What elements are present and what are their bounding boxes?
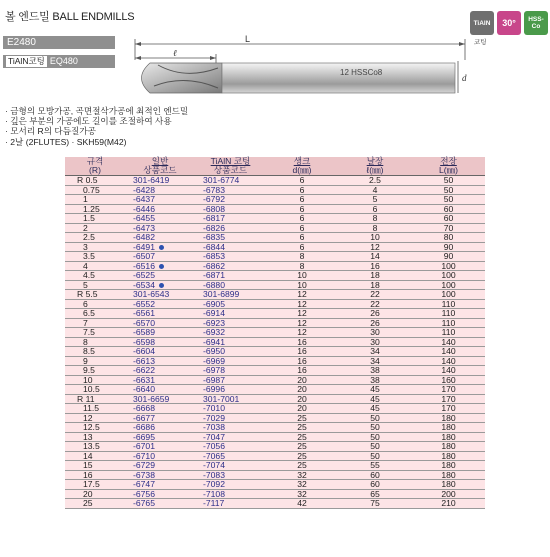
table-row [65, 261, 485, 271]
size-cell: 10.5 [65, 385, 125, 395]
shank-cell: 8 [266, 252, 338, 262]
tialn-code-cell: -7092 [195, 480, 266, 490]
feature-item: · 2날 (2FLUTES) · SKH59(M42) [5, 136, 127, 147]
flute-length-cell: 26 [338, 318, 412, 328]
shank-cell: 25 [266, 413, 338, 423]
stock-dot-icon [159, 264, 164, 269]
coating-code-bar [3, 55, 115, 68]
table-row [65, 499, 485, 509]
table-row [65, 423, 485, 433]
flute-length-cell: 34 [338, 356, 412, 366]
header-tialn-code: TiAlN 코팅 상품코드 [195, 157, 266, 176]
size-cell: 8 [65, 337, 125, 347]
standard-code-cell: -6710 [125, 451, 195, 461]
flute-length-cell: 50 [338, 442, 412, 452]
tialn-code-cell: -6783 [195, 185, 266, 195]
table-row [65, 242, 485, 252]
overall-length-cell: 170 [412, 394, 485, 404]
header-flute-length: 날장 ℓ(㎜) [338, 157, 412, 176]
overall-length-cell: 180 [412, 413, 485, 423]
tialn-code-cell: -6987 [195, 375, 266, 385]
standard-code-cell: -6437 [125, 195, 195, 205]
flute-length-label: ℓ [173, 48, 177, 58]
table-row [65, 328, 485, 338]
overall-length-cell: 110 [412, 328, 485, 338]
overall-length-cell: 100 [412, 271, 485, 281]
overall-length-cell: 180 [412, 451, 485, 461]
stock-dot-icon [159, 245, 164, 250]
shank-cell: 6 [266, 223, 338, 233]
size-cell: 7.5 [65, 328, 125, 338]
hss-co-badge-icon: HSS-Co [524, 11, 548, 35]
tialn-code-cell: -6905 [195, 299, 266, 309]
tialn-code-cell: -6950 [195, 347, 266, 357]
overall-length-cell: 180 [412, 470, 485, 480]
flute-length-cell: 14 [338, 252, 412, 262]
standard-code-cell: -6756 [125, 489, 195, 499]
size-cell: 12.5 [65, 423, 125, 433]
overall-length-cell: 110 [412, 299, 485, 309]
spec-table [65, 157, 485, 509]
size-cell: 17.5 [65, 480, 125, 490]
size-cell: 6.5 [65, 309, 125, 319]
tialn-code-cell: -6835 [195, 233, 266, 243]
standard-code-cell: -6516 [125, 261, 195, 271]
shank-cell: 6 [266, 242, 338, 252]
overall-length-cell: 140 [412, 337, 485, 347]
shank-cell: 12 [266, 309, 338, 319]
standard-code-cell: -6446 [125, 204, 195, 214]
size-cell: 1.5 [65, 214, 125, 224]
tialn-code-cell: -7010 [195, 404, 266, 414]
shank-cell: 16 [266, 356, 338, 366]
standard-code-cell: -6613 [125, 356, 195, 366]
table-row [65, 461, 485, 471]
flute-length-cell: 45 [338, 394, 412, 404]
shank-cell: 25 [266, 451, 338, 461]
shank-marking: 12 HSSCo8 [340, 68, 383, 77]
standard-code-cell: -6552 [125, 299, 195, 309]
tialn-code-cell: -6941 [195, 337, 266, 347]
flute-length-cell: 30 [338, 328, 412, 338]
size-cell: 7 [65, 318, 125, 328]
shank-cell: 12 [266, 299, 338, 309]
table-row [65, 185, 485, 195]
size-cell: 25 [65, 499, 125, 509]
tialn-code-cell: -6862 [195, 261, 266, 271]
size-cell: 2 [65, 223, 125, 233]
size-cell: 10 [65, 375, 125, 385]
size-cell: 13 [65, 432, 125, 442]
tialn-code-cell: -6808 [195, 204, 266, 214]
header-shank: 생크 d(㎜) [266, 157, 338, 176]
overall-length-cell: 100 [412, 261, 485, 271]
size-cell: 8.5 [65, 347, 125, 357]
overall-length-cell: 90 [412, 252, 485, 262]
size-cell: 16 [65, 470, 125, 480]
shank-cell: 16 [266, 337, 338, 347]
overall-length-cell: 140 [412, 366, 485, 376]
standard-code-cell: -6765 [125, 499, 195, 509]
standard-code-cell: -6701 [125, 442, 195, 452]
standard-code-cell: -6604 [125, 347, 195, 357]
flute-length-cell: 6 [338, 204, 412, 214]
tialn-code-cell: -6978 [195, 366, 266, 376]
shank-cell: 10 [266, 280, 338, 290]
size-cell: R 0.5 [65, 176, 125, 186]
shank-body [222, 63, 455, 93]
flute-length-cell: 75 [338, 499, 412, 509]
table-row [65, 233, 485, 243]
spec-table-body [65, 176, 485, 509]
standard-code-cell: -6668 [125, 404, 195, 414]
size-cell: 2.5 [65, 233, 125, 243]
tialn-code-cell: -6871 [195, 271, 266, 281]
shank-cell: 16 [266, 366, 338, 376]
flute-length-cell: 26 [338, 309, 412, 319]
overall-length-cell: 100 [412, 290, 485, 300]
flute-length-cell: 30 [338, 337, 412, 347]
size-cell: 0.75 [65, 185, 125, 195]
standard-code-cell: -6747 [125, 480, 195, 490]
size-cell: 14 [65, 451, 125, 461]
overall-length-cell: 140 [412, 347, 485, 357]
flute-length-cell: 10 [338, 233, 412, 243]
tialn-code-cell: -6792 [195, 195, 266, 205]
table-row [65, 394, 485, 404]
standard-code-cell: 301-6419 [125, 176, 195, 186]
flute-length-cell: 8 [338, 223, 412, 233]
overall-length-cell: 170 [412, 404, 485, 414]
overall-length-cell: 50 [412, 195, 485, 205]
flute-length-cell: 45 [338, 385, 412, 395]
standard-code-cell: -6525 [125, 271, 195, 281]
standard-code-cell: -6491 [125, 242, 195, 252]
table-header-row [65, 157, 485, 176]
dimension-arrows [135, 42, 465, 60]
tialn-code-cell: -6853 [195, 252, 266, 262]
size-cell: 20 [65, 489, 125, 499]
standard-code-cell: -6695 [125, 432, 195, 442]
standard-code-cell: -6561 [125, 309, 195, 319]
flute-length-cell: 60 [338, 470, 412, 480]
shank-cell: 6 [266, 185, 338, 195]
standard-code-cell: -6570 [125, 318, 195, 328]
tialn-code-cell: -6914 [195, 309, 266, 319]
table-row [65, 223, 485, 233]
standard-code-cell: -6534 [125, 280, 195, 290]
tialn-code-cell: -6969 [195, 356, 266, 366]
shank-cell: 10 [266, 271, 338, 281]
overall-length-cell: 210 [412, 499, 485, 509]
tialn-code-cell: -7083 [195, 470, 266, 480]
spec-badges [470, 11, 548, 35]
overall-length-cell: 50 [412, 185, 485, 195]
size-cell: 12 [65, 413, 125, 423]
standard-code-cell: -6473 [125, 223, 195, 233]
overall-length-cell: 180 [412, 480, 485, 490]
shank-cell: 32 [266, 480, 338, 490]
flute-length-cell: 12 [338, 242, 412, 252]
flute-length-cell: 2.5 [338, 176, 412, 186]
tialn-code-cell: -6880 [195, 280, 266, 290]
tialn-code-cell: -6826 [195, 223, 266, 233]
shank-cell: 25 [266, 461, 338, 471]
flute-body [142, 63, 223, 93]
standard-code-cell: -6455 [125, 214, 195, 224]
shank-cell: 6 [266, 214, 338, 224]
standard-code-cell: -6507 [125, 252, 195, 262]
shank-cell: 42 [266, 499, 338, 509]
tialn-badge-icon: TiAlN [470, 11, 494, 35]
standard-code-cell: -6622 [125, 366, 195, 376]
table-row [65, 176, 485, 186]
size-cell: 6 [65, 299, 125, 309]
flute-length-cell: 50 [338, 423, 412, 433]
shank-cell: 12 [266, 328, 338, 338]
size-cell: 9.5 [65, 366, 125, 376]
shank-cell: 20 [266, 404, 338, 414]
overall-length-cell: 70 [412, 223, 485, 233]
overall-length-cell: 170 [412, 385, 485, 395]
flute-length-cell: 45 [338, 404, 412, 414]
table-row [65, 489, 485, 499]
flute-length-cell: 22 [338, 290, 412, 300]
header-overall-length: 전장 L(㎜) [412, 157, 485, 176]
tialn-badge-sub: 코팅 [474, 39, 487, 46]
standard-code-cell: -6631 [125, 375, 195, 385]
size-cell: 1 [65, 195, 125, 205]
standard-code-cell: -6589 [125, 328, 195, 338]
size-cell: 3.5 [65, 252, 125, 262]
overall-length-cell: 110 [412, 309, 485, 319]
standard-code-cell: -6677 [125, 413, 195, 423]
product-code-bar: E2480 [3, 36, 115, 49]
overall-length-cell: 180 [412, 442, 485, 452]
page-title: 볼 엔드밀 BALL ENDMILLS [5, 11, 135, 23]
tialn-code-cell: -6923 [195, 318, 266, 328]
standard-code-cell: -6686 [125, 423, 195, 433]
feature-list [5, 106, 188, 147]
overall-length-cell: 50 [412, 176, 485, 186]
size-cell: 9 [65, 356, 125, 366]
size-cell: 15 [65, 461, 125, 471]
shank-cell: 32 [266, 489, 338, 499]
tialn-code-cell: -6817 [195, 214, 266, 224]
table-row [65, 214, 485, 224]
shank-cell: 12 [266, 290, 338, 300]
tialn-code-cell: -7056 [195, 442, 266, 452]
overall-length-cell: 180 [412, 461, 485, 471]
tialn-code-cell: 301-6774 [195, 176, 266, 186]
flute-length-cell: 50 [338, 413, 412, 423]
flute-length-cell: 38 [338, 375, 412, 385]
table-row [65, 280, 485, 290]
size-cell: 5 [65, 280, 125, 290]
overall-length-cell: 160 [412, 375, 485, 385]
coating-code: EQ480 [49, 56, 78, 66]
size-cell: 1.25 [65, 204, 125, 214]
table-row [65, 385, 485, 395]
size-cell: R 5.5 [65, 290, 125, 300]
overall-length-cell: 60 [412, 204, 485, 214]
tialn-code-cell: -7074 [195, 461, 266, 471]
shank-cell: 16 [266, 347, 338, 357]
helix-angle-badge-icon: 30° [497, 11, 521, 35]
shank-cell: 8 [266, 261, 338, 271]
tialn-code-cell: -7117 [195, 499, 266, 509]
standard-code-cell: 301-6659 [125, 394, 195, 404]
tialn-code-cell: 301-6899 [195, 290, 266, 300]
table-row [65, 480, 485, 490]
flute-length-cell: 8 [338, 214, 412, 224]
standard-code-cell: -6640 [125, 385, 195, 395]
tialn-code-cell: -7029 [195, 413, 266, 423]
length-label: L [245, 34, 251, 44]
flute-length-cell: 18 [338, 280, 412, 290]
flute-length-cell: 65 [338, 489, 412, 499]
overall-length-cell: 60 [412, 214, 485, 224]
shank-cell: 6 [266, 176, 338, 186]
flute-length-cell: 60 [338, 480, 412, 490]
header-size: 규격 (R) [65, 157, 125, 176]
flute-length-cell: 50 [338, 451, 412, 461]
shank-cell: 20 [266, 385, 338, 395]
shank-cell: 12 [266, 318, 338, 328]
table-row [65, 442, 485, 452]
standard-code-cell: -6729 [125, 461, 195, 471]
table-row [65, 451, 485, 461]
size-cell: 11.5 [65, 404, 125, 414]
table-row [65, 404, 485, 414]
overall-length-cell: 110 [412, 318, 485, 328]
feature-item: · 모서리 R의 다듬질가공 [5, 126, 96, 137]
header-standard-code: 일반 상품코드 [125, 157, 195, 176]
overall-length-cell: 200 [412, 489, 485, 499]
standard-code-cell: -6428 [125, 185, 195, 195]
shank-cell: 20 [266, 394, 338, 404]
standard-code-cell: 301-6543 [125, 290, 195, 300]
diameter-label: d [462, 73, 467, 83]
table-row [65, 318, 485, 328]
shank-cell: 25 [266, 432, 338, 442]
flute-length-cell: 4 [338, 185, 412, 195]
flute-length-cell: 22 [338, 299, 412, 309]
tialn-code-cell: -6996 [195, 385, 266, 395]
stock-dot-icon [159, 283, 164, 288]
overall-length-cell: 100 [412, 280, 485, 290]
table-row [65, 195, 485, 205]
size-cell: 4.5 [65, 271, 125, 281]
tialn-code-cell: -7038 [195, 423, 266, 433]
table-row [65, 309, 485, 319]
standard-code-cell: -6482 [125, 233, 195, 243]
flute-length-cell: 5 [338, 195, 412, 205]
table-row [65, 347, 485, 357]
shank-cell: 6 [266, 204, 338, 214]
size-cell: 13.5 [65, 442, 125, 452]
shank-cell: 25 [266, 423, 338, 433]
table-row [65, 366, 485, 376]
overall-length-cell: 90 [412, 242, 485, 252]
table-row [65, 375, 485, 385]
size-cell: 4 [65, 261, 125, 271]
flute-length-cell: 55 [338, 461, 412, 471]
overall-length-cell: 140 [412, 356, 485, 366]
shank-cell: 6 [266, 233, 338, 243]
shank-cell: 32 [266, 470, 338, 480]
table-row [65, 204, 485, 214]
flute-length-cell: 16 [338, 261, 412, 271]
table-row [65, 413, 485, 423]
standard-code-cell: -6598 [125, 337, 195, 347]
overall-length-cell: 80 [412, 233, 485, 243]
size-cell: R 11 [65, 394, 125, 404]
table-row [65, 252, 485, 262]
flute-length-cell: 18 [338, 271, 412, 281]
flute-length-cell: 38 [338, 366, 412, 376]
tialn-code-cell: -7108 [195, 489, 266, 499]
table-row [65, 470, 485, 480]
flute-length-cell: 34 [338, 347, 412, 357]
shank-cell: 6 [266, 195, 338, 205]
feature-item: · 금형의 모방가공, 곡면절삭가공에 최적인 엔드밀 [5, 106, 189, 116]
shank-cell: 25 [266, 442, 338, 452]
tialn-code-cell: -7065 [195, 451, 266, 461]
feature-item: · 깊은 부분의 가공에도 길이를 조절하여 사용 [5, 116, 172, 127]
table-row [65, 290, 485, 300]
coating-tag: TiAlN코팅 [8, 56, 45, 66]
overall-length-cell: 180 [412, 423, 485, 433]
tialn-code-cell: -7047 [195, 432, 266, 442]
size-cell: 3 [65, 242, 125, 252]
overall-length-cell: 180 [412, 432, 485, 442]
table-row [65, 337, 485, 347]
shank-cell: 20 [266, 375, 338, 385]
table-row [65, 432, 485, 442]
table-row [65, 271, 485, 281]
standard-code-cell: -6738 [125, 470, 195, 480]
flute-length-cell: 50 [338, 432, 412, 442]
tialn-code-cell: -6932 [195, 328, 266, 338]
tialn-code-cell: -6844 [195, 242, 266, 252]
tialn-code-cell: 301-7001 [195, 394, 266, 404]
table-row [65, 356, 485, 366]
table-row [65, 299, 485, 309]
